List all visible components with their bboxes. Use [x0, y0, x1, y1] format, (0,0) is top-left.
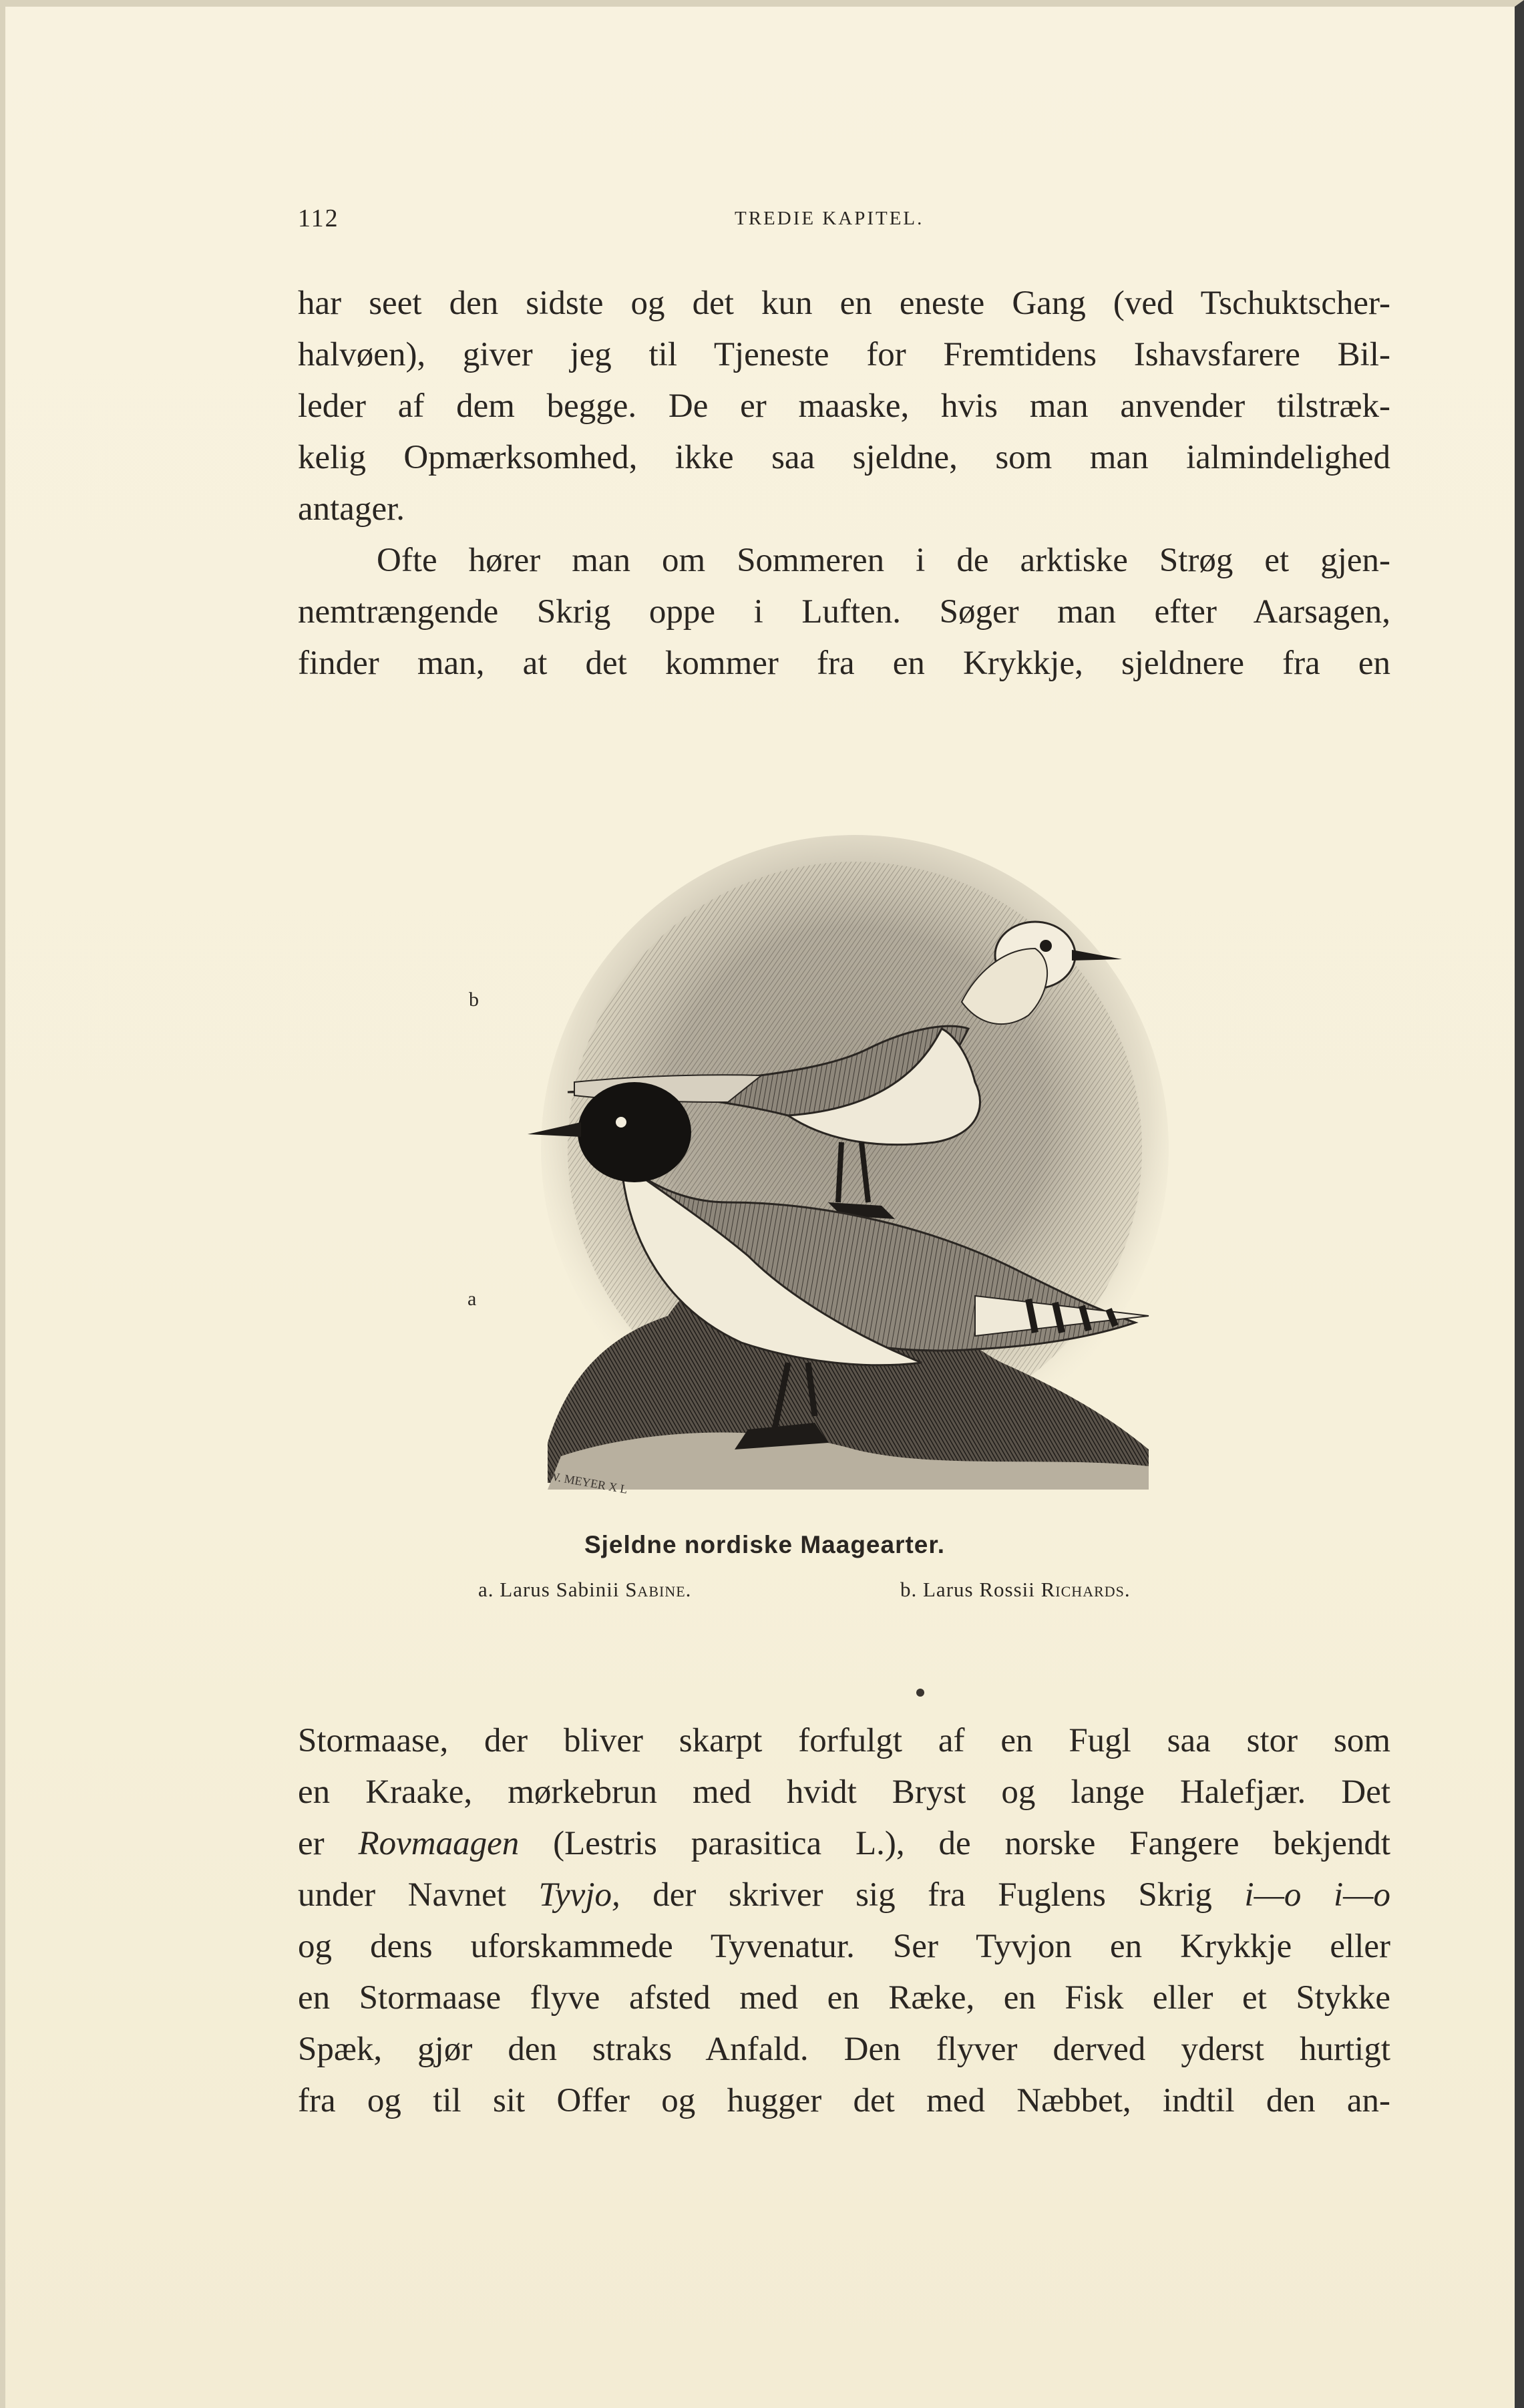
ink-speck — [916, 1689, 924, 1697]
caption-b-text: b. Larus Rossii — [900, 1578, 1041, 1601]
text-line — [298, 1818, 1390, 1870]
figure-label-a: a — [467, 1288, 477, 1310]
italic-term: i—o i—o — [1244, 1876, 1390, 1914]
caption-a-author: Sabine. — [625, 1578, 692, 1601]
text-line: og dens uforskammede Tyvenatur. Ser Tyvjon en Krykkje eller — [298, 1928, 1390, 1965]
text-line — [298, 1870, 1390, 1921]
text-line: leder af dem begge. De er maaske, hvis man anvender tilstræk- — [298, 387, 1390, 425]
text-line: Spæk, gjør den straks Anfald. Den flyver derved yderst hurtigt — [298, 2031, 1390, 2068]
engraver-signature: W. MEYER X L — [547, 1469, 629, 1496]
page-header — [298, 204, 1390, 244]
text-line: en Stormaase flyve afsted med en Ræke, en Fisk eller et Stykke — [298, 1979, 1390, 2017]
text-block-top — [298, 278, 1390, 689]
gull-engraving — [508, 828, 1189, 1496]
text-line: antager. — [298, 490, 405, 528]
figure-title: Sjeldne nordiske Maagearter. — [584, 1531, 946, 1558]
text-line: Ofte hører man om Sommeren i de arktiske Strøg et gjen- — [377, 542, 1390, 579]
text-line: fra og til sit Offer og hugger det med Næbbet, indtil den an- — [298, 2082, 1390, 2119]
italic-term: Tyvjo, — [538, 1876, 620, 1914]
text-line: en Kraake, mørkebrun med hvidt Bryst og lange Halefjær. Det — [298, 1773, 1390, 1811]
text-fragment: der skriver sig fra Fuglens Skrig — [620, 1876, 1245, 1914]
caption-a-text: a. Larus Sabinii — [478, 1578, 626, 1601]
caption-b-author: Richards. — [1040, 1578, 1131, 1601]
text-line: kelig Opmærksomhed, ikke saa sjeldne, som man ialmindelighed — [298, 439, 1390, 476]
text-line: halvøen), giver jeg til Tjeneste for Fremtidens Ishavsfarere Bil- — [298, 336, 1390, 373]
text-line: finder man, at det kommer fra en Krykkje, sjeldnere fra en — [298, 645, 1390, 682]
text-block-bottom — [298, 1715, 1390, 2127]
text-fragment: (Lestris parasitica L.), de norske Fangere bekjendt — [519, 1825, 1391, 1862]
caption-b — [900, 1578, 1131, 1602]
page-number: 112 — [298, 204, 339, 232]
italic-term: Rovmaagen — [358, 1825, 520, 1862]
text-line: har seet den sidste og det kun en eneste Gang (ved Tschuktscher- — [298, 285, 1390, 322]
caption-a — [478, 1578, 691, 1602]
running-head: TREDIE KAPITEL. — [735, 208, 924, 229]
text-line: nemtrængende Skrig oppe i Luften. Søger man efter Aarsagen, — [298, 593, 1390, 631]
text-line: Stormaase, der bliver skarpt forfulgt af en Fugl saa stor som — [298, 1722, 1390, 1759]
text-fragment: er — [298, 1825, 359, 1862]
figure-label-b: b — [469, 989, 479, 1011]
text-fragment: under Navnet — [298, 1876, 539, 1914]
